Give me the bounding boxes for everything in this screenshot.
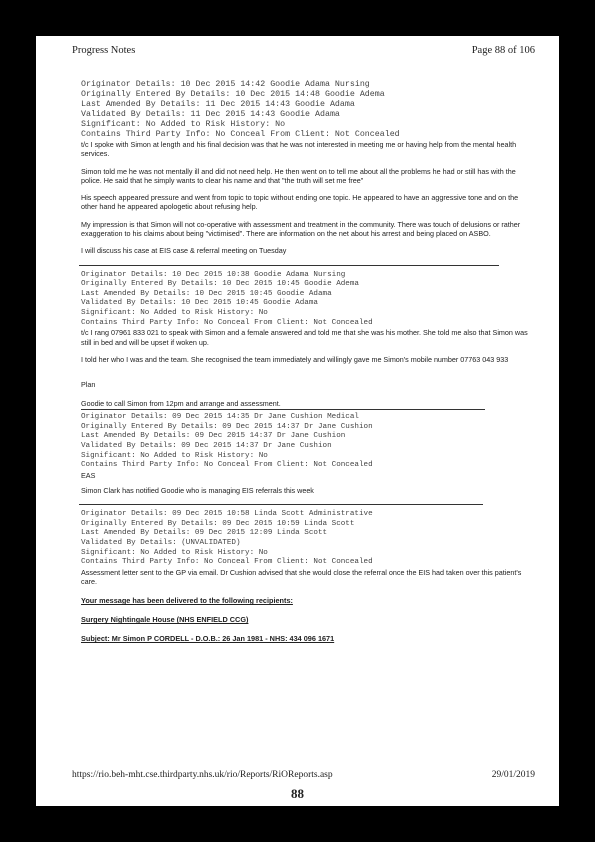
notes-content [81, 80, 529, 652]
entry-meta: Originator Details: 09 Dec 2015 14:35 Dr Jane Cushion Medical Originally Entered By Details: 09 Dec 2015 14:37 Dr Jane Cushion Last Amended By Details: 09 Dec 2015 14:37 Dr Jane Cushion Validated By Details: 09 Dec 2015 14:37 Dr Jane Cushion Significant: No Added to Risk History: No Contains Third Party Info: No Conceal From Client: Not Concealed [81, 413, 373, 470]
note-entry [81, 271, 529, 410]
delivery-notice: Your message has been delivered to the following recipients: [81, 596, 293, 606]
note-paragraph: Simon Clark has notified Goodie who is managing EIS referrals this week [81, 485, 314, 495]
note-paragraph: His speech appeared pressure and went from topic to topic without ending one topic. He appeared to have an aggressive tone and on the other hand he appeared apologetic about refusing help. [81, 193, 519, 212]
note-paragraph: I told her who I was and the team. She recognised the team immediately and willingly gave me Simon's mobile number 07763 043 933 [81, 354, 509, 364]
note-paragraph: t/c I spoke with Simon at length and his final decision was that he was not interested in meeting me or having help from the mental health services. [81, 140, 517, 159]
note-entry [81, 510, 529, 643]
note-entry [81, 80, 529, 256]
note-entry [81, 413, 529, 495]
note-paragraph: I will discuss his case at EIS case & referral meeting on Tuesday [81, 246, 287, 256]
entry-divider [79, 265, 499, 266]
footer-date: 29/01/2019 [491, 770, 535, 780]
plan-item: Goodie to call Simon from 12pm and arrange and assessment. [81, 399, 485, 410]
entry-meta: Originator Details: 09 Dec 2015 10:58 Linda Scott Administrative Originally Entered By Details: 09 Dec 2015 10:59 Linda Scott Last Amended By Details: 09 Dec 2015 12:09 Linda Scott Validated By Details: (UNVALIDATED) Significant: No Added to Risk History: No Contains Third Party Info: No Conceal From Client: Not Concealed [81, 510, 373, 567]
entry-divider [79, 504, 483, 505]
note-paragraph: My impression is that Simon will not co-operative with assessment and treatment in the community. There was touch of delusions or rather exaggeration to his claims about being "victimised". There are information on the net about his arrest and being placed on ASBO. [81, 219, 521, 239]
delivery-recipient: Surgery Nightingale House (NHS ENFIELD CCG) [81, 615, 249, 625]
note-paragraph: t/c I rang 07961 833 021 to speak with Simon and a female answered and told me that she was his mother. She told me also that Simon was still in bed and will be upset if woken up. [81, 328, 528, 347]
header-page-count: Page 88 of 106 [471, 45, 535, 56]
plan-heading: Plan [81, 380, 96, 390]
note-paragraph: Assessment letter sent to the GP via email. Dr Cushion advised that she would close the referral once the EIS had taken over this patient's care. [81, 567, 522, 587]
header-title: Progress Notes [72, 45, 136, 56]
page-number: 88 [291, 786, 304, 801]
entry-meta: Originator Details: 10 Dec 2015 14:42 Goodie Adama Nursing Originally Entered By Details: 10 Dec 2015 14:48 Goodie Adema Last Amended By Details: 11 Dec 2015 14:43 Goodie Adama Validated By Details: 11 Dec 2015 14:43 Goodie Adama Significant: No Added to Risk History: No Contains Third Party Info: No Conceal From Client: Not Concealed [81, 80, 400, 139]
plan-section [81, 380, 529, 410]
document-page [36, 36, 559, 806]
delivery-subject: Subject: Mr Simon P CORDELL - D.O.B.: 26 Jan 1981 - NHS: 434 096 1671 [81, 634, 335, 644]
note-paragraph: Simon told me he was not mentally ill and did not need help. He then went on to tell me about all the problems he had or still has with the police. He said that he simply wants to clear his name and that "the truth will set me free" [81, 166, 516, 185]
entry-meta: Originator Details: 10 Dec 2015 10:38 Goodie Adama Nursing Originally Entered By Details: 10 Dec 2015 10:45 Goodie Adema Last Amended By Details: 10 Dec 2015 10:45 Goodie Adama Validated By Details: 10 Dec 2015 10:45 Goodie Adama Significant: No Added to Risk History: No Contains Third Party Info: No Conceal From Client: Not Concealed [81, 270, 373, 327]
note-paragraph: EAS [81, 470, 96, 480]
footer-url: https://rio.beh-mht.cse.thirdparty.nhs.uk/rio/Reports/RiOReports.asp [72, 770, 333, 780]
